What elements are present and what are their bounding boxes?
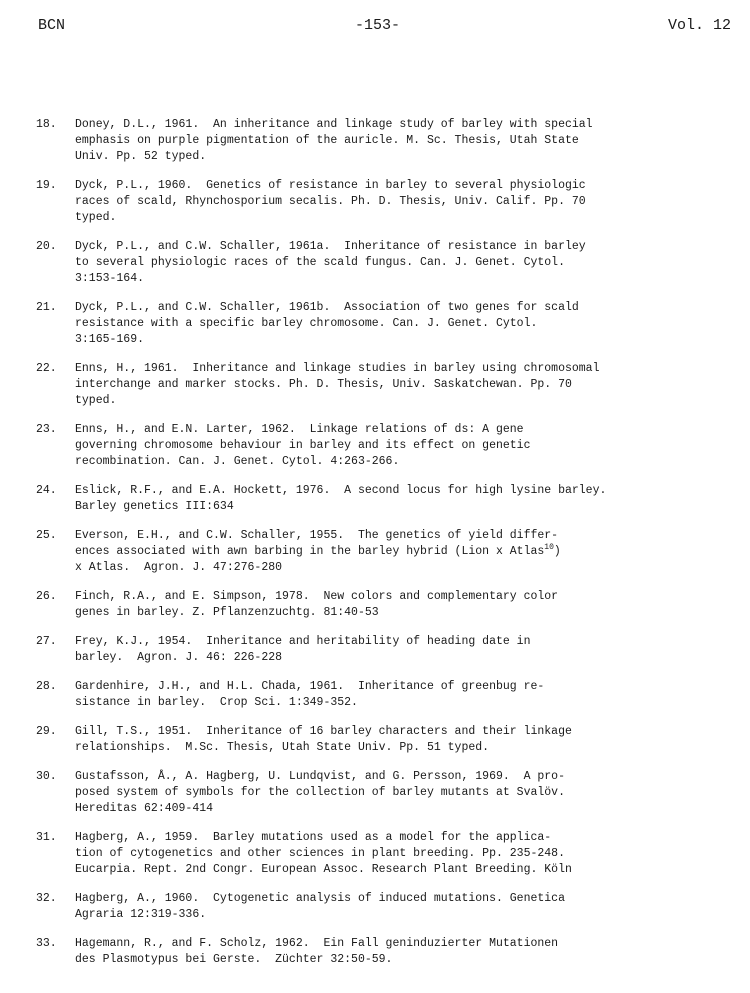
reference-line-text: ences associated with awn barbing in the barley hybrid (Lion x Atlas	[75, 545, 545, 558]
reference-line: tion of cytogenetics and other sciences in plant breeding. Pp. 235-248.	[75, 847, 565, 860]
reference-text	[75, 300, 675, 348]
reference-text	[75, 528, 675, 576]
reference-line: Everson, E.H., and C.W. Schaller, 1955. The genetics of yield differ-	[75, 529, 559, 542]
reference-item	[0, 936, 750, 968]
reference-line: sistance in barley. Crop Sci. 1:349-352.	[75, 696, 358, 709]
reference-item	[0, 724, 750, 756]
reference-text	[75, 634, 675, 666]
reference-line: Gill, T.S., 1951. Inheritance of 16 barley characters and their linkage	[75, 725, 572, 738]
reference-line: Eucarpia. Rept. 2nd Congr. European Assoc. Research Plant Breeding. Köln	[75, 863, 572, 876]
reference-line: Univ. Pp. 52 typed.	[75, 150, 207, 163]
reference-line: Dyck, P.L., and C.W. Schaller, 1961a. Inheritance of resistance in barley	[75, 240, 586, 253]
reference-line: Eslick, R.F., and E.A. Hockett, 1976. A second locus for high lysine barley.	[75, 484, 607, 497]
reference-item	[0, 528, 750, 576]
reference-list	[0, 117, 750, 981]
reference-number: 29.	[36, 725, 57, 738]
reference-text	[75, 422, 675, 470]
reference-line: 3:165-169.	[75, 333, 145, 346]
reference-line: Hagberg, A., 1959. Barley mutations used as a model for the applica-	[75, 831, 552, 844]
reference-number: 28.	[36, 680, 57, 693]
reference-number: 21.	[36, 301, 57, 314]
reference-number: 22.	[36, 362, 57, 375]
reference-number: 26.	[36, 590, 57, 603]
reference-item	[0, 769, 750, 817]
reference-line: Hereditas 62:409-414	[75, 802, 214, 815]
reference-line: Barley genetics III:634	[75, 500, 234, 513]
reference-line: Enns, H., 1961. Inheritance and linkage studies in barley using chromosomal	[75, 362, 600, 375]
reference-line: des Plasmotypus bei Gerste. Züchter 32:50-59.	[75, 953, 393, 966]
reference-text	[75, 769, 675, 817]
reference-text	[75, 589, 675, 621]
reference-line: Frey, K.J., 1954. Inheritance and heritability of heading date in	[75, 635, 531, 648]
page-header	[0, 18, 750, 38]
reference-line: Agraria 12:319-336.	[75, 908, 207, 921]
reference-text	[75, 891, 675, 923]
reference-line: genes in barley. Z. Pflanzenzuchtg. 81:40-53	[75, 606, 379, 619]
reference-text	[75, 679, 675, 711]
reference-number: 30.	[36, 770, 57, 783]
reference-number: 25.	[36, 529, 57, 542]
reference-text	[75, 117, 675, 165]
reference-line: Hagberg, A., 1960. Cytogenetic analysis of induced mutations. Genetica	[75, 892, 565, 905]
reference-line: Gardenhire, J.H., and H.L. Chada, 1961. Inheritance of greenbug re-	[75, 680, 545, 693]
reference-number: 20.	[36, 240, 57, 253]
reference-line: barley. Agron. J. 46: 226-228	[75, 651, 283, 664]
reference-text	[75, 830, 675, 878]
reference-item	[0, 483, 750, 515]
reference-item	[0, 891, 750, 923]
reference-line: recombination. Can. J. Genet. Cytol. 4:263-266.	[75, 455, 400, 468]
reference-text	[75, 178, 675, 226]
reference-item	[0, 239, 750, 287]
reference-item	[0, 422, 750, 470]
reference-item	[0, 178, 750, 226]
reference-text	[75, 724, 675, 756]
volume-label: Vol. 12	[668, 17, 732, 34]
reference-line: races of scald, Rhynchosporium secalis. Ph. D. Thesis, Univ. Calif. Pp. 70	[75, 195, 586, 208]
reference-number: 33.	[36, 937, 57, 950]
reference-line	[75, 544, 675, 560]
reference-line: Gustafsson, Å., A. Hagberg, U. Lundqvist, and G. Persson, 1969. A pro-	[75, 770, 565, 783]
reference-item	[0, 117, 750, 165]
reference-line: typed.	[75, 211, 117, 224]
reference-item	[0, 679, 750, 711]
reference-text	[75, 361, 675, 409]
reference-line: governing chromosome behaviour in barley and its effect on genetic	[75, 439, 531, 452]
reference-item	[0, 589, 750, 621]
reference-line: typed.	[75, 394, 117, 407]
journal-abbreviation: BCN	[38, 17, 66, 34]
reference-text	[75, 239, 675, 287]
page-number: -153-	[355, 17, 401, 34]
reference-number: 32.	[36, 892, 57, 905]
reference-number: 19.	[36, 179, 57, 192]
reference-number: 31.	[36, 831, 57, 844]
reference-text	[75, 483, 675, 515]
reference-item	[0, 634, 750, 666]
reference-line: relationships. M.Sc. Thesis, Utah State Univ. Pp. 51 typed.	[75, 741, 490, 754]
reference-line: x Atlas. Agron. J. 47:276-280	[75, 561, 283, 574]
reference-line: resistance with a specific barley chromosome. Can. J. Genet. Cytol.	[75, 317, 538, 330]
reference-line: Doney, D.L., 1961. An inheritance and linkage study of barley with special	[75, 118, 593, 131]
reference-number: 24.	[36, 484, 57, 497]
reference-line: 3:153-164.	[75, 272, 145, 285]
reference-item	[0, 830, 750, 878]
reference-line: interchange and marker stocks. Ph. D. Thesis, Univ. Saskatchewan. Pp. 70	[75, 378, 572, 391]
reference-line: Hagemann, R., and F. Scholz, 1962. Ein Fall geninduzierter Mutationen	[75, 937, 559, 950]
reference-number: 23.	[36, 423, 57, 436]
reference-line: to several physiologic races of the scald fungus. Can. J. Genet. Cytol.	[75, 256, 565, 269]
reference-number: 18.	[36, 118, 57, 131]
reference-line: Dyck, P.L., 1960. Genetics of resistance in barley to several physiologic	[75, 179, 586, 192]
reference-line: Enns, H., and E.N. Larter, 1962. Linkage relations of ds: A gene	[75, 423, 524, 436]
reference-line: posed system of symbols for the collection of barley mutants at Svalöv.	[75, 786, 565, 799]
reference-text	[75, 936, 675, 968]
reference-line: Finch, R.A., and E. Simpson, 1978. New colors and complementary color	[75, 590, 559, 603]
superscript-suffix: )	[553, 545, 561, 558]
superscript: 10	[544, 543, 554, 553]
reference-item	[0, 300, 750, 348]
reference-line: emphasis on purple pigmentation of the auricle. M. Sc. Thesis, Utah State	[75, 134, 579, 147]
reference-item	[0, 361, 750, 409]
reference-line: Dyck, P.L., and C.W. Schaller, 1961b. Association of two genes for scald	[75, 301, 579, 314]
reference-number: 27.	[36, 635, 57, 648]
